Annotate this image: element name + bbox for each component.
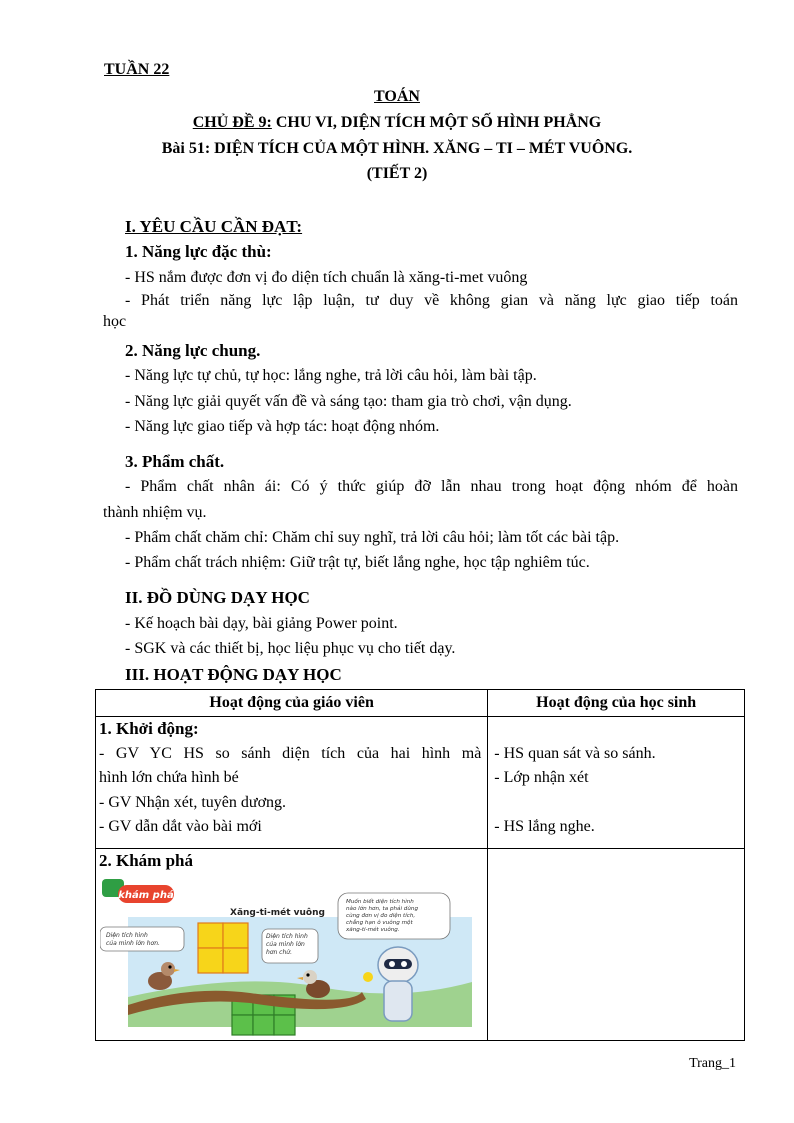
topic-text: CHU VI, DIỆN TÍCH MỘT SỐ HÌNH PHẲNG [271, 114, 602, 131]
row1-teacher-line-2: hình lớn chứa hình bé [99, 769, 239, 786]
sub2-item-3: - Năng lực giao tiếp và hợp tác: hoạt động nhóm. [125, 418, 440, 435]
section-2-heading: II. ĐỒ DÙNG DẠY HỌC [125, 588, 310, 607]
sub2-item-1: - Năng lực tự chủ, tự học: lắng nghe, trả lời câu hỏi, làm bài tập. [125, 367, 537, 384]
topic-label: CHỦ ĐỀ 9: [192, 114, 272, 131]
table-header-row [96, 690, 745, 717]
col-student-header: Hoạt động của học sinh [488, 690, 745, 717]
sec2-item-1: - Kế hoạch bài dạy, bài giảng Power point. [125, 615, 398, 632]
row1-student-line-4: - HS lắng nghe. [494, 818, 595, 835]
speech-bubble-right [338, 893, 450, 939]
svg-text:khám phá: khám phá [118, 890, 174, 901]
row1-teacher-line-4: - GV dẫn dắt vào bài mới [99, 818, 262, 835]
row1-teacher-line-1: - GV YC HS so sánh diện tích của hai hình mà [99, 744, 482, 762]
speech-bubble-left [100, 927, 184, 951]
svg-text:Muốn biết diện tích hìnhnào lớ: Muốn biết diện tích hình nào lớn hơn, ta phải dùng cùng đơn vị đo diện tích, chẳng hạn ô vuông một xăng-ti-mét vuông. [346, 899, 418, 933]
svg-text:Diện tích hìnhcủa mình lớn hơn: Diện tích hình của mình lớn hơn. [106, 932, 160, 947]
row2-title: 2. Khám phá [99, 851, 193, 870]
subsection-3-heading: 3. Phẩm chất. [125, 452, 225, 471]
sub1-item-2: - Phát triển năng lực lập luận, tư duy về không gian và năng lực giao tiếp toán [125, 292, 738, 309]
lesson-title: Bài 51: DIỆN TÍCH CỦA MỘT HÌNH. XĂNG – TI – MÉT VUÔNG. [161, 140, 633, 157]
sub3-item-3: - Phẩm chất chăm chỉ: Chăm chỉ suy nghĩ, trả lời câu hỏi; làm tốt các bài tập. [125, 529, 620, 546]
period-label: (TIẾT 2) [366, 165, 428, 182]
col-teacher-header: Hoạt động của giáo viên [96, 690, 488, 717]
row1-title: 1. Khởi động: [99, 719, 199, 738]
subsection-1-heading: 1. Năng lực đặc thù: [125, 242, 272, 261]
row1-student-line-1: - HS quan sát và so sánh. [494, 744, 656, 762]
page-footer: Trang_1 [689, 1056, 736, 1071]
table-row [96, 717, 745, 849]
section-1-heading: I. YÊU CẦU CẦN ĐẠT: [125, 217, 303, 236]
sub3-item-1: - Phẩm chất nhân ái: Có ý thức giúp đỡ lẫn nhau trong hoạt động nhóm để hoàn [125, 478, 738, 495]
row1-student-spacer [488, 717, 744, 742]
topic-title [0, 113, 794, 133]
sub1-item-3: học [103, 313, 127, 330]
sub2-item-2: - Năng lực giải quyết vấn đề và sáng tạo: tham gia trò chơi, vận dụng. [125, 393, 572, 410]
yellow-square-grid [198, 923, 248, 973]
table-row [96, 849, 745, 1041]
subsection-2-heading: 2. Năng lực chung. [125, 341, 261, 360]
week-label: TUẦN 22 [104, 61, 170, 78]
sub3-item-2: thành nhiệm vụ. [103, 504, 207, 521]
svg-text:Diện tích hìnhcủa mình lớnhơn: Diện tích hình của mình lớn hơn chứ. [266, 933, 308, 956]
khampha-illustration [100, 877, 472, 1037]
activity-table [95, 689, 745, 1041]
section-3-heading: III. HOẠT ĐỘNG DẠY HỌC [125, 665, 342, 684]
sec2-item-2: - SGK và các thiết bị, học liệu phục vụ cho tiết dạy. [125, 640, 456, 657]
subject-title: TOÁN [374, 88, 420, 105]
sub1-item-1: - HS nắm được đơn vị đo diện tích chuẩn là xăng-ti-met vuông [125, 269, 528, 286]
sub3-item-4: - Phẩm chất trách nhiệm: Giữ trật tự, biết lắng nghe, học tập nghiêm túc. [125, 554, 590, 571]
illustration-title: Xăng-ti-mét vuông [230, 908, 325, 918]
row1-student-line-3 [488, 791, 744, 816]
khampha-badge [102, 879, 174, 903]
row2-teacher-cell [96, 849, 488, 1041]
row1-teacher-line-3: - GV Nhận xét, tuyên dương. [99, 793, 287, 811]
row1-teacher-cell [96, 717, 488, 849]
speech-bubble-middle [262, 929, 318, 963]
row2-student-cell [488, 849, 745, 1041]
row1-student-line-2: - Lớp nhận xét [494, 769, 589, 786]
row1-student-cell [488, 717, 745, 849]
